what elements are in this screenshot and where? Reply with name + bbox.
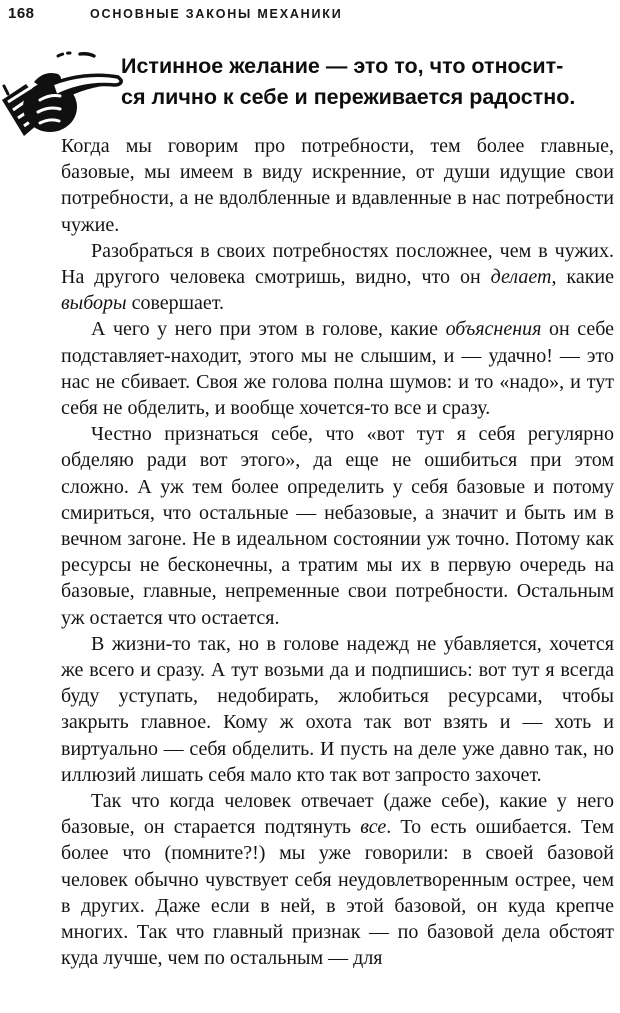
- italic-text-run: выборы: [61, 292, 127, 315]
- paragraph: [61, 631, 614, 788]
- text-run: А чего у него при этом в голове, какие: [91, 318, 446, 341]
- section-heading: [121, 51, 615, 113]
- running-head: ОСНОВНЫЕ ЗАКОНЫ МЕХАНИКИ: [90, 7, 343, 21]
- text-run: Разобраться в своих потребностях посложнее, чем в чужих. На другого человека смотришь, видно, что он: [61, 239, 614, 289]
- text-run: Когда мы говорим про потребности, тем более главные, базовые, мы имеем в виду искренние, от души идущие свои потребности, а не вдолбленные и вдавленные в нас потребности чужие.: [61, 135, 614, 236]
- text-run: , какие: [551, 266, 615, 289]
- text-run: В жизни-то так, но в голове надежд не убавляется, хочется же всего и сразу. А тут возьми да и подпишись: вот тут я всегда буду уступать, недобирать, жлобиться ресурсами, чтобы закрыть главное. Кому ж охота так вот взять и — хоть и виртуально — себя обделить. И пусть на деле уже давно так, но иллюзий лишать себя мало кто так вот запросто захочет.: [61, 632, 614, 786]
- body-text: [61, 133, 614, 972]
- text-run: . То есть ошибается. Тем более что (помните?!) мы уже говорили: в своей базовой человек обычно чувствует себя неудовлетворенным острее, чем в других. Даже если в ней, в этой базовой, он куда крепче многих. Так что главный признак — по базовой дела обстоят куда лучше, чем по остальным — для: [61, 816, 614, 970]
- paragraph: [61, 133, 614, 238]
- paragraph: [61, 316, 614, 421]
- section-heading-line1: Истинное желание — это то, что относит-: [121, 54, 564, 78]
- italic-text-run: делает: [490, 266, 552, 289]
- text-run: совершает.: [126, 292, 225, 315]
- section-heading-line2: ся лично к себе и переживается радостно.: [121, 85, 576, 109]
- paragraph: [61, 238, 614, 317]
- pointing-hand-icon: [0, 50, 126, 146]
- italic-text-run: все: [360, 816, 387, 839]
- paragraph: [61, 788, 614, 971]
- text-run: он себе подставляет-находит, этого мы не слышим, и — удачно! — это нас не сбивает. Своя же голова полна шумов: и то «надо», и тут себя не обделить, и вообще хочется-то все и сразу.: [61, 318, 614, 420]
- paragraph: [61, 421, 614, 631]
- text-run: Честно признаться себе, что «вот тут я себя регулярно обделяю ради вот этого», да еще не ошибиться при этом сложно. А уж тем более определить у себя базовые и потому смириться, что остальные — небазовые, а значит и быть им в вечном загоне. Не в идеальном состоянии уж точно. Потому как ресурсы не бесконечны, а тратим мы их в первую очередь на базовые, главные, непременные свои потребности. Остальным уж остается что остается.: [61, 423, 614, 629]
- text-run: Так что когда человек отвечает (даже себе), какие у него базовые, он старается подтянуть: [61, 790, 614, 839]
- page-header: [8, 5, 612, 25]
- page-number: 168: [8, 5, 35, 22]
- italic-text-run: объяснения: [445, 318, 542, 341]
